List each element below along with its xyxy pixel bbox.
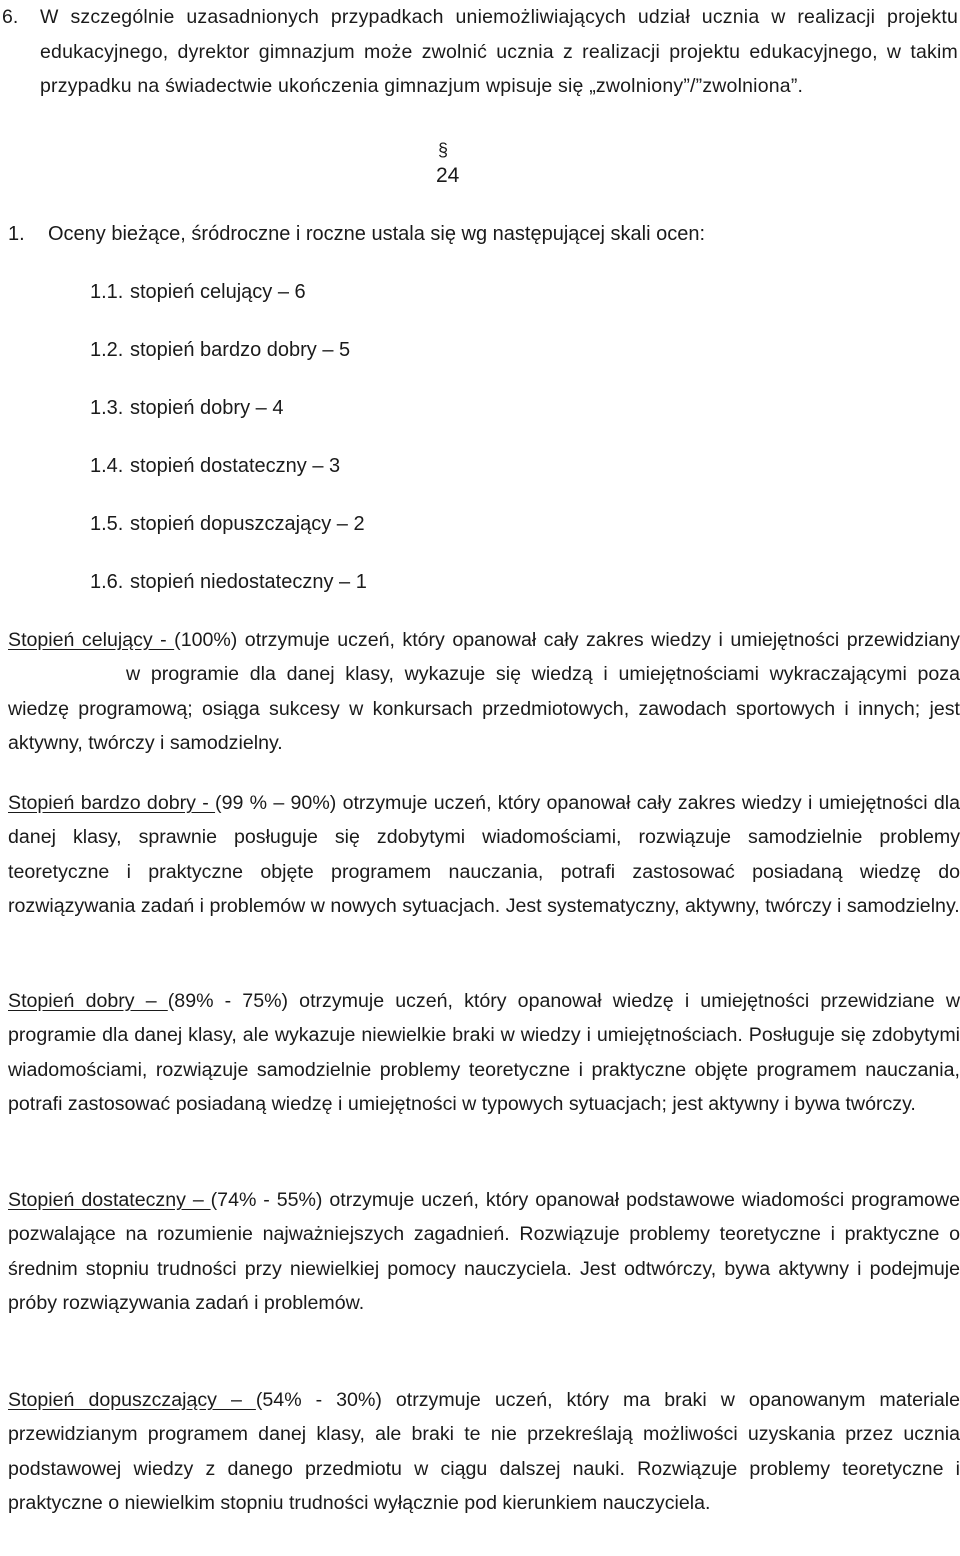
description-text: (54% - 30%) otrzymuje uczeń, który ma braki w opanowanym materiale przewidzianym programem danej klasy, ale braki te nie przekreślają możliwości uzyskania przez ucznia podstawowej wiedzy z danego przedmiotu w ciągu dalszej nauki. Rozwiązuje problemy teoretyczne i praktyczne o niewielkim stopniu trudności wyłącznie pod kierunkiem nauczyciela. bbox=[8, 1389, 960, 1515]
point-1-number: 1. bbox=[8, 223, 25, 245]
description-heading: Stopień dostateczny – bbox=[8, 1189, 211, 1211]
list-item bbox=[90, 391, 367, 449]
description-heading: Stopień dopuszczający – bbox=[8, 1389, 256, 1411]
description-heading: Stopień bardzo dobry - bbox=[8, 792, 216, 814]
description-bardzo-dobry bbox=[8, 786, 960, 924]
grade-number: 1.3. bbox=[90, 397, 124, 419]
description-text: (89% - 75%) otrzymuje uczeń, który opanował wiedzę i umiejętności przewidziane w programie dla danej klasy, ale wykazuje niewielkie braki w wiedzy i umiejętnościach. Posługuje się zdobytymi wiadomościami, rozwiązuje samodzielnie problemy teoretyczne i praktyczne objęte programem nauczania, potrafi zastosować posiadaną wiedzę i umiejętności w typowych sytuacjach; jest aktywny i bywa twórczy. bbox=[8, 990, 960, 1116]
description-celujacy bbox=[8, 623, 960, 761]
grade-scale-list bbox=[90, 275, 367, 623]
list-item bbox=[90, 565, 367, 623]
list-item bbox=[90, 275, 367, 333]
grade-number: 1.6. bbox=[90, 571, 124, 593]
list-item bbox=[90, 449, 367, 507]
grade-label: stopień dobry – 4 bbox=[130, 397, 284, 419]
grade-number: 1.1. bbox=[90, 281, 124, 303]
item-6-text: W szczególnie uzasadnionych przypadkach uniemożliwiających udział ucznia w realizacji projektu edukacyjnego, dyrektor gimnazjum może zwolnić ucznia z realizacji projektu edukacyjnego, w takim przypadku na świadectwie ukończenia gimnazjum wpisuje się „zwolniony”/”zwolniona”. bbox=[40, 6, 958, 97]
description-dopuszczajacy bbox=[8, 1383, 960, 1521]
grade-label: stopień celujący – 6 bbox=[130, 281, 306, 303]
grade-label: stopień bardzo dobry – 5 bbox=[130, 339, 351, 361]
section-heading: §24 bbox=[436, 140, 460, 187]
description-dostateczny bbox=[8, 1183, 960, 1321]
grade-label: stopień dostateczny – 3 bbox=[130, 455, 341, 477]
description-heading: Stopień celujący - bbox=[8, 629, 175, 651]
list-item bbox=[90, 507, 367, 565]
item-6 bbox=[0, 0, 960, 104]
description-text: (74% - 55%) otrzymuje uczeń, który opanował podstawowe wiadomości programowe pozwalające na rozumienie najważniejszych zagadnień. Rozwiązuje problemy teoretyczne i praktyczne o średnim stopniu trudności przy niewielkiej pomocy nauczyciela. Jest odtwórczy, bywa aktywny i podejmuje próby rozwiązywania zadań i problemów. bbox=[8, 1189, 960, 1315]
point-1 bbox=[8, 217, 705, 251]
description-dobry bbox=[8, 984, 960, 1122]
grade-number: 1.5. bbox=[90, 513, 124, 535]
grade-label: stopień dopuszczający – 2 bbox=[130, 513, 365, 535]
grade-number: 1.2. bbox=[90, 339, 124, 361]
grade-label: stopień niedostateczny – 1 bbox=[130, 571, 367, 593]
list-item bbox=[90, 333, 367, 391]
description-heading: Stopień dobry – bbox=[8, 990, 168, 1012]
section-number: 24 bbox=[436, 164, 460, 187]
item-6-number: 6. bbox=[2, 6, 19, 28]
description-text: w programie dla danej klasy, wykazuje się wiedzą i umiejętnościami wykraczającymi poza wiedzę programową; osiąga sukcesy w konkursach przedmiotowych, zawodach sportowych i innych; jest aktywny, twórczy i samodzielny. bbox=[8, 663, 960, 755]
point-1-text: Oceny bieżące, śródroczne i roczne ustala się wg następującej skali ocen: bbox=[48, 223, 706, 245]
description-text: (99 % – 90%) otrzymuje uczeń, który opanował cały zakres wiedzy i umiejętności dla danej klasy, sprawnie posługuje się zdobytymi wiadomościami, rozwiązuje samodzielnie problemy teoretyczne i praktyczne objęte programem nauczania, potrafi zastosować posiadaną wiedzę do rozwiązywania zadań i problemów w nowych sytuacjach. Jest systematyczny, aktywny, twórczy i samodzielny. bbox=[8, 792, 960, 918]
grade-number: 1.4. bbox=[90, 455, 124, 477]
description-text: (100%) otrzymuje uczeń, który opanował cały zakres wiedzy i umiejętności przewidziany bbox=[174, 629, 960, 651]
